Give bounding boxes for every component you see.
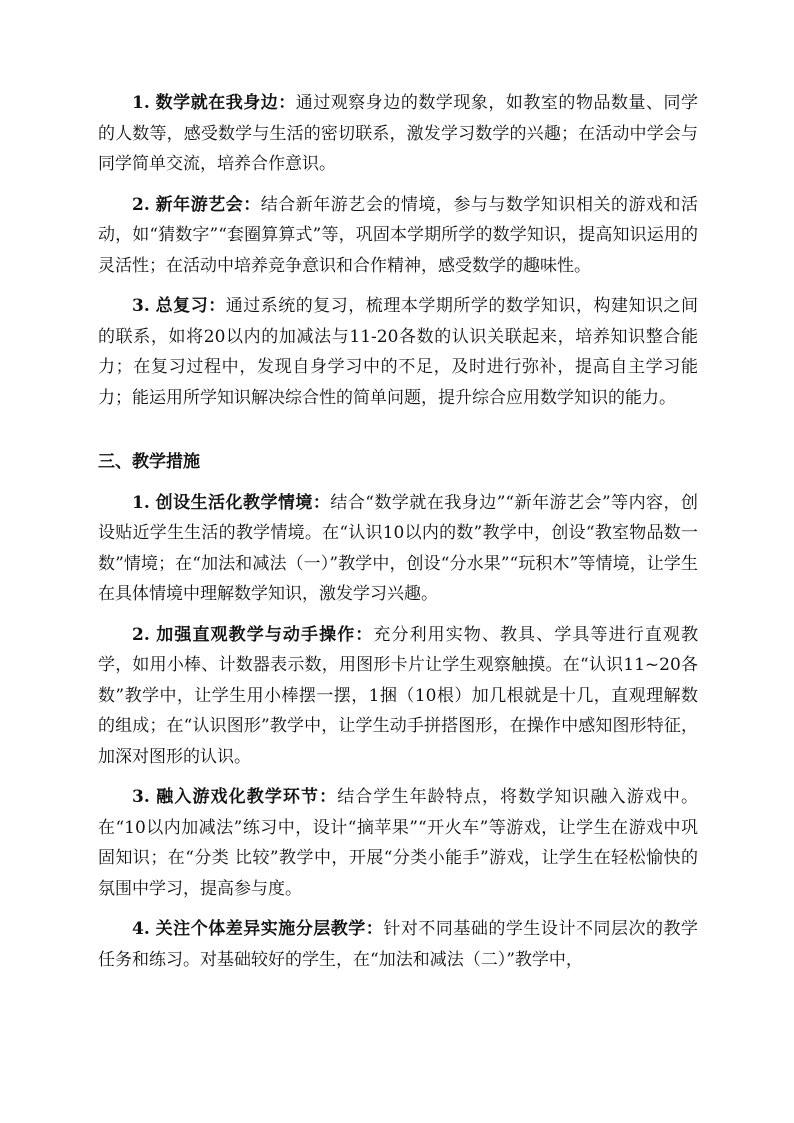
item-number: 1. [132, 492, 150, 513]
item-number: 4. [132, 919, 150, 939]
item-number: 2. [132, 624, 150, 645]
item-number: 1. [132, 93, 150, 113]
item-title: 数学就在我身边： [155, 93, 296, 113]
item-body: 针对不同基础的学生设计不同层次的教学任务和练习。对基础较好的学生，在“加法和减法（二）”教学中， [98, 919, 699, 970]
item-body: 通过观察身边的数学现象，如教室的物品数量、同学的人数等，感受数学与生活的密切联系，激发学习数学的兴趣；在活动中学会与同学简单交流，培养合作意识。 [98, 93, 699, 174]
measure-paragraph-4 [98, 914, 698, 975]
item-number: 3. [132, 787, 150, 807]
objective-paragraph-1 [98, 88, 698, 180]
objective-paragraph-2 [98, 190, 698, 282]
item-title: 创设生活化教学情境： [155, 492, 331, 513]
objective-paragraph-3 [98, 291, 698, 413]
item-body: 结合新年游艺会的情境，参与与数学知识相关的游戏和活动，如“猜数字”“套圈算算式”等，巩固本学期所学的数学知识，提高知识运用的灵活性；在活动中培养竞争意识和合作精神，感受数学的趣味性。 [98, 194, 699, 276]
item-body: 结合“数学就在我身边”“新年游艺会”等内容，创设贴近学生生活的教学情境。在“认识10以内的数”教学中，创设“教室物品数一数”情境；在“加法和减法（一）”教学中，创设“分水果”“玩积木”等情境，让学生在具体情境中理解数学知识，激发学习兴趣。 [98, 492, 699, 604]
measure-paragraph-3 [98, 782, 698, 904]
item-title: 新年游艺会： [155, 194, 261, 215]
item-number: 2. [132, 194, 150, 215]
item-body: 通过系统的复习，梳理本学期所学的数学知识，构建知识之间的联系，如将20以内的加减法与11-20各数的认识关联起来，培养知识整合能力；在复习过程中，发现自身学习中的不足，及时进行弥补，提高自主学习能力；能运用所学知识解决综合性的简单问题，提升综合应用数学知识的能力。 [98, 296, 699, 408]
measure-paragraph-2 [98, 620, 698, 773]
document-page [98, 88, 698, 975]
item-body: 充分利用实物、教具、学具等进行直观教学，如用小棒、计数器表示数，用图形卡片让学生观察触摸。在“认识11~20各数”教学中，让学生用小棒摆一摆，1捆（10根）加几根就是十几，直观理解数的组成；在“认识图形”教学中，让学生动手拼搭图形，在操作中感知图形特征，加深对图形的认识。 [98, 624, 699, 767]
item-title: 总复习： [155, 296, 226, 316]
measure-paragraph-1 [98, 488, 698, 610]
item-title: 关注个体差异实施分层教学： [155, 919, 384, 939]
section-heading: 三、教学措施 [98, 452, 200, 472]
item-body: 结合学生年龄特点，将数学知识融入游戏中。在“10以内加减法”练习中，设计“摘苹果”“开火车”等游戏，让学生在游戏中巩固知识；在“分类 比较”教学中，开展“分类小能手”游戏，让学生在轻松愉快的氛围中学习，提高参与度。 [98, 787, 699, 899]
item-title: 加强直观教学与动手操作： [156, 624, 374, 645]
item-title: 融入游戏化教学环节： [156, 787, 338, 807]
item-number: 3. [132, 296, 150, 316]
